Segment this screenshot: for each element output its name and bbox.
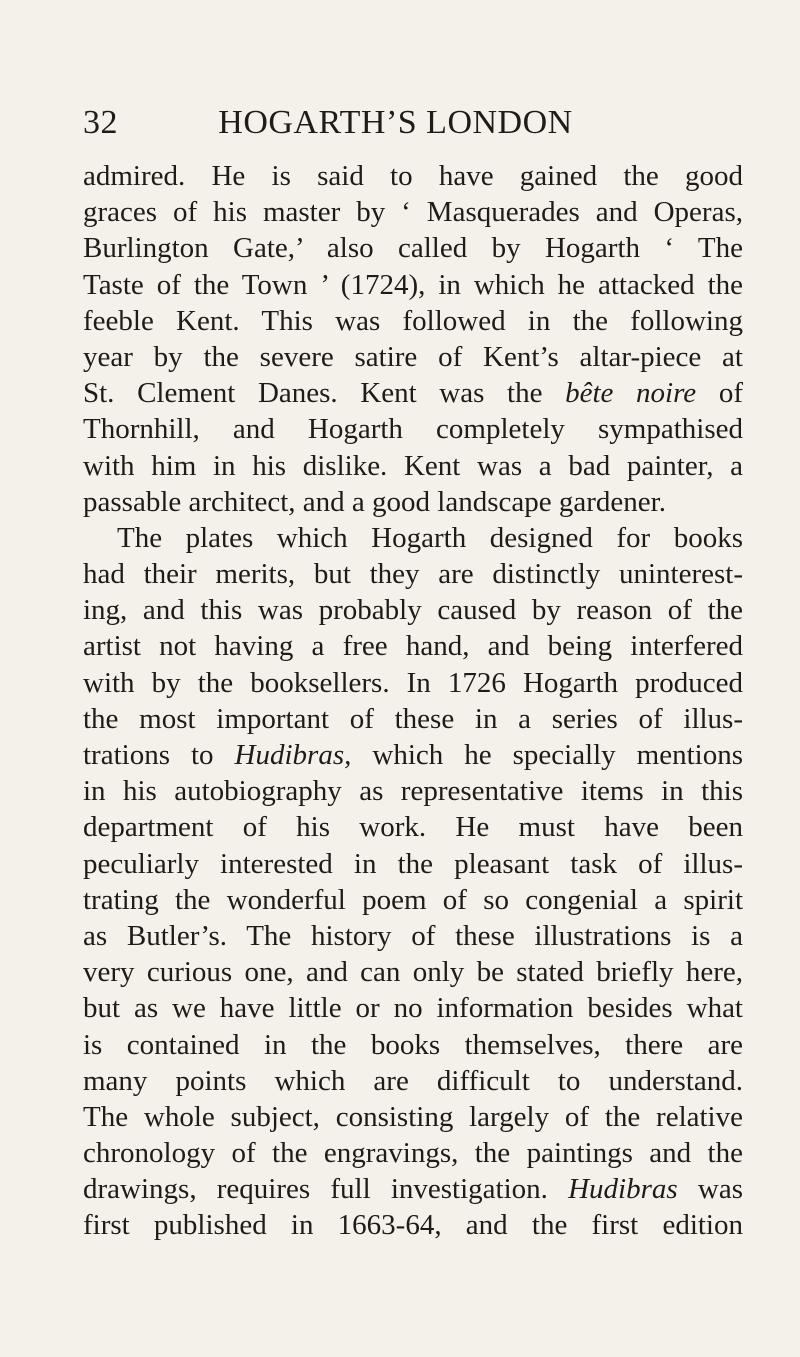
text-line: first published in 1663-64, and the first edition [83, 1209, 743, 1242]
text-line: very curious one, and can only be stated briefly here, [83, 956, 743, 989]
text-line: drawings, requires full investigation. Hudibras was [83, 1173, 743, 1206]
text-line: the most important of these in a series of illus- [83, 702, 743, 735]
italic-phrase: bête noire [565, 377, 697, 410]
text-line: peculiarly interested in the pleasant task of illus- [83, 847, 743, 880]
text-line: but as we have little or no information besides what [83, 992, 743, 1025]
text-line: year by the severe satire of Kent’s altar-piece at [83, 340, 743, 373]
text-line: Taste of the Town ’ (1724), in which he attacked the [83, 268, 743, 301]
text-line: chronology of the engravings, the paintings and the [83, 1137, 743, 1170]
text-line: trating the wonderful poem of so congenial a spirit [83, 883, 743, 916]
text-line: with him in his dislike. Kent was a bad painter, a [83, 449, 743, 482]
text-line: passable architect, and a good landscape gardener. [83, 485, 666, 518]
text-line: The whole subject, consisting largely of the relative [83, 1100, 743, 1133]
text-line: as Butler’s. The history of these illustrations is a [83, 919, 743, 952]
text-line: admired. He is said to have gained the good [83, 160, 743, 192]
italic-title: Hudibras [568, 1173, 678, 1206]
text-line: is contained in the books themselves, there are [83, 1028, 743, 1061]
running-head [83, 100, 698, 146]
running-title: HOGARTH’S LONDON [218, 104, 573, 141]
text-line: in his autobiography as representative items in this [83, 775, 743, 808]
body-text [83, 158, 743, 1244]
text-line: St. Clement Danes. Kent was the bête noire of [83, 377, 743, 410]
text-line: The plates which Hogarth designed for books [117, 521, 743, 554]
text-line: trations to Hudibras, which he specially mentions [83, 739, 743, 771]
text-line: had their merits, but they are distinctly uninterest- [83, 558, 743, 591]
text-line: department of his work. He must have been [83, 811, 743, 844]
text-line: many points which are difficult to understand. [83, 1064, 743, 1097]
text-line: graces of his master by ‘ Masquerades and Operas, [83, 196, 743, 229]
text-line: Burlington Gate,’ also called by Hogarth ‘ The [83, 232, 743, 265]
text-line: artist not having a free hand, and being interfered [83, 630, 743, 663]
text-line: feeble Kent. This was followed in the following [83, 304, 743, 337]
text-line: ing, and this was probably caused by reason of the [83, 594, 743, 627]
page-number: 32 [83, 104, 118, 141]
text-line: with by the booksellers. In 1726 Hogarth produced [83, 666, 743, 699]
text-line: Thornhill, and Hogarth completely sympathised [83, 413, 743, 446]
italic-title: Hudibras, [234, 739, 352, 771]
